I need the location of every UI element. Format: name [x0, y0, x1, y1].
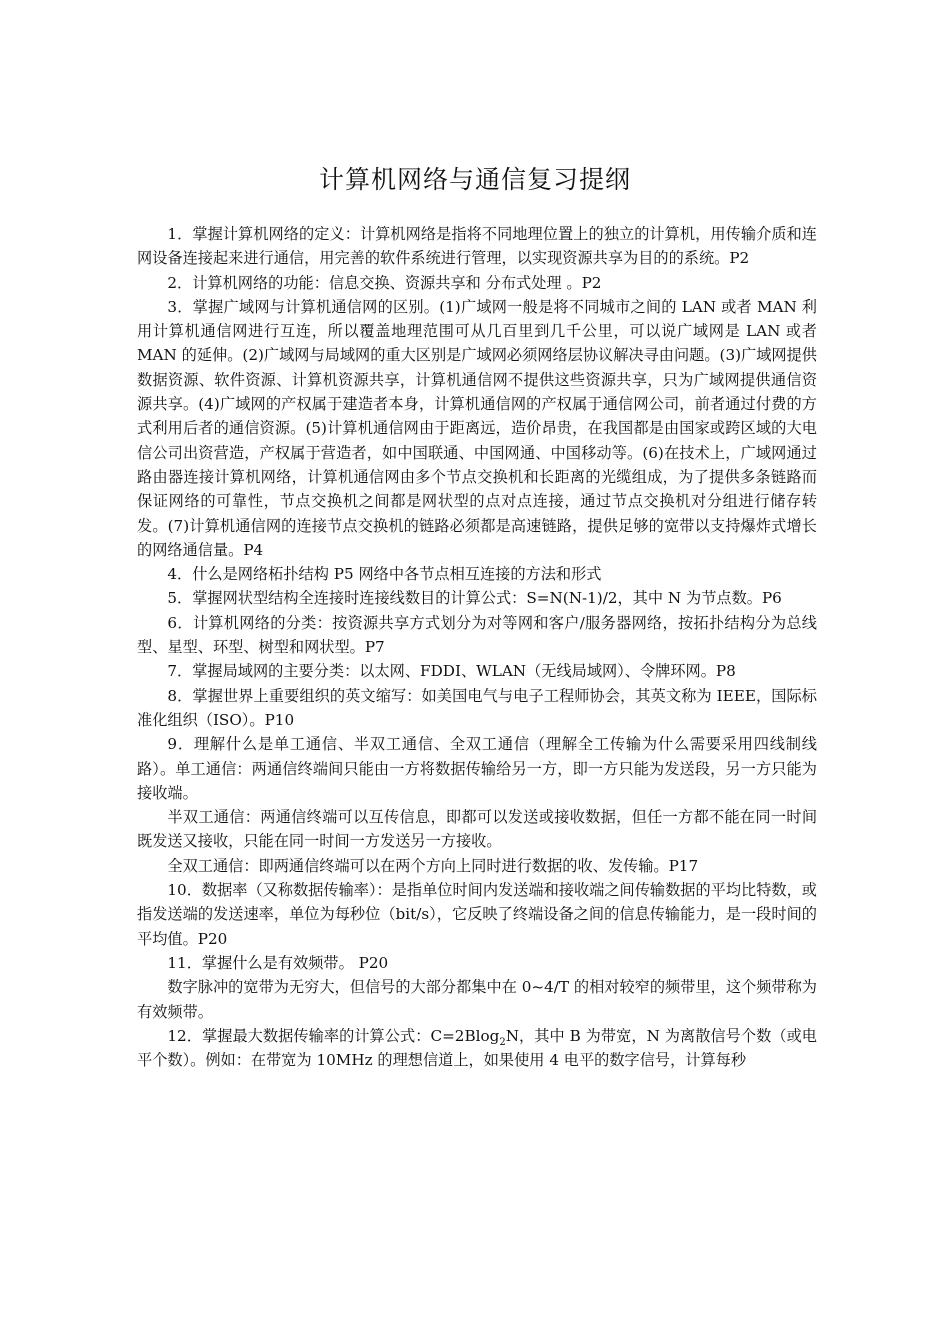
paragraph-11: 11．掌握什么是有效频带。 P20: [167, 953, 389, 972]
paragraph-12-after: N，其中 B 为带宽，N 为离散信号个数（或电平个数）。例如：在带宽为 10MHz 的理想信道上，如果使用 4 电平的数字信号，计算每秒: [137, 1026, 817, 1070]
paragraph-12: [137, 1024, 817, 1073]
paragraph-1: 1．掌握计算机网络的定义：计算机网络是指将不同地理位置上的独立的计算机，用传输介质和连网设备连接起来进行通信，用完善的软件系统进行管理，以实现资源共享为目的的系统。P2: [137, 225, 817, 268]
paragraph-4: 4．什么是网络柘扑结构 P5 网络中各节点相互连接的方法和形式: [167, 565, 602, 584]
paragraph-11-detail: 数字脉冲的宽带为无穷大，但信号的大部分都集中在 0~4/T 的相对较窄的频带里，这个频带称为有效频带。: [137, 978, 817, 1021]
paragraph-10: 10．数据率（又称数据传输率）：是指单位时间内发送端和接收端之间传输数据的平均比特数，或指发送端的发送速率，单位为每秒位（bit/s），它反映了终端设备之间的信息传输能力，是一段时间的平均值。P20: [137, 881, 817, 948]
paragraph-5: 5．掌握网状型结构全连接时连接线数目的计算公式：S=N(N-1)/2，其中 N 为节点数。P6: [167, 589, 782, 608]
paragraph-9-full-duplex: 全双工通信：即两通信终端可以在两个方向上同时进行数据的收、发传输。P17: [167, 856, 699, 875]
log-base-subscript: 2: [499, 1036, 506, 1048]
paragraph-7: 7．掌握局域网的主要分类：以太网、FDDI、WLAN（无线局域网）、令牌环网。P8: [167, 662, 736, 681]
paragraph-12-before: 12．掌握最大数据传输率的计算公式：C=2Blog: [167, 1026, 500, 1045]
paragraph-8: 8．掌握世界上重要组织的英文缩写：如美国电气与电子工程师协会，其英文称为 IEEE，国际标准化组织（ISO）。P10: [137, 686, 817, 729]
paragraph-6: 6．计算机网络的分类：按资源共享方式划分为对等网和客户/服务器网络，按拓扑结构分为总线型、星型、环型、树型和网状型。P7: [137, 613, 817, 657]
paragraph-3: 3．掌握广域网与计算机通信网的区别。(1)广域网一般是将不同城市之间的 LAN 或者 MAN 利用计算机通信网进行互连，所以覆盖地理范围可从几百里到几千公里，可以说广域网是 LAN 或者 MAN 的延伸。(2)广域网与局域网的重大区别是广域网必须网络层协议解决寻由问题。(3)广域网提供数据资源、软件资源、计算机资源共享，计算机通信网不提供这些资源共享，只为广域网提供通信资源共享。(4)广域网的产权属于建造者本身，计算机通信网的产权属于通信网公司，前者通过付费的方式利用后者的通信资源。(5)计算机通信网由于距离远，造价昂贵，在我国都是由国家或跨区域的大电信公司出资营造，产权属于营造者，如中国联通、中国网通、中国移动等。(6)在技术上，广域网通过路由器连接计算机网络，计算机通信网由多个节点交换机和长距离的光缆组成，为了提供多条链路而保证网络的可靠性，节点交换机之间都是网状型的点对点连接，通过节点交换机对分组进行储存转发。(7)计算机通信网的连接节点交换机的链路必须都是高速链路，提供足够的宽带以支持爆炸式增长的网络通信量。P4: [137, 297, 817, 559]
paragraph-9-half-duplex: 半双工通信：两通信终端可以互传信息，即都可以发送或接收数据，但任一方都不能在同一时间既发送又接收，只能在同一时间一方发送另一方接收。: [137, 808, 817, 851]
paragraph-2: 2．计算机网络的功能：信息交换、资源共享和 分布式处理 。P2: [167, 273, 602, 292]
paragraph-9: 9．理解什么是单工通信、半双工通信、全双工通信（理解全工传输为什么需要采用四线制线路）。单工通信：两通信终端间只能由一方将数据传输给另一方，即一方只能为发送段，另一方只能为接收端。: [137, 735, 817, 802]
document-body: [137, 222, 817, 1072]
page-title: 计算机网络与通信复习提纲: [318, 165, 631, 194]
